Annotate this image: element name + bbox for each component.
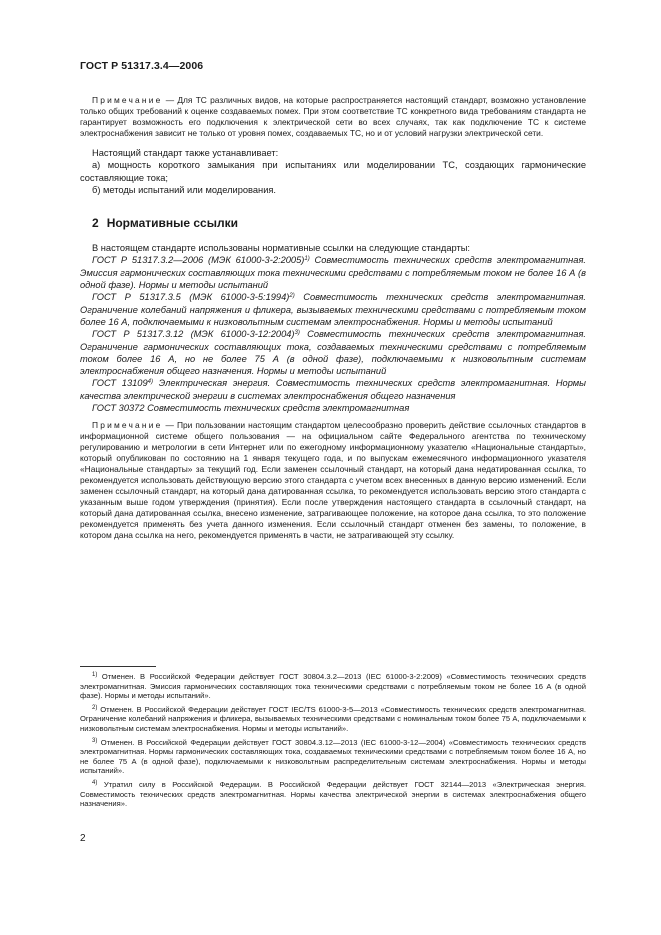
reference-item (80, 291, 586, 328)
reference-title: Совместимость технических средств электромагнитная (144, 403, 410, 414)
footnote (80, 705, 586, 734)
reference-code: ГОСТ Р 51317.3.12 (МЭК 61000-3-12:2004) (92, 329, 295, 340)
reference-title: Совместимость технических средств электромагнитная. Ограничение колебаний напряжения и фликера, вызываемых техническими средствами с потребляемым током более 16 А, подключаемыми к низковольтным системам электроснабжения. Нормы и методы испытаний (80, 292, 586, 327)
note-label: Примечание (92, 95, 163, 105)
reference-item (80, 377, 586, 402)
footnote-mark: 2) (92, 704, 98, 711)
reference-title: Совместимость технических средств электромагнитная. Эмиссия гармонических составляющих тока техническими средствами с потребляемым током не более 16 А (в одной фазе). Нормы и методы испытаний (80, 255, 586, 291)
footnote-text: Утратил силу в Российской Федерации. В Российской Федерации действует ГОСТ 32144—2013 «Электрическая энергия. Совместимость технических средств электромагнитная. Нормы качества электрической энергии в системах электроснабжения общего назначения». (80, 779, 586, 809)
footnote-mark: 1) (92, 672, 98, 678)
section-lead: В настоящем стандарте использованы нормативные ссылки на следующие стандарты: (92, 243, 471, 254)
note-paragraph (80, 420, 586, 541)
intro-item-a: а) мощность короткого замыкания при испытаниях или моделировании ТС, создающих гармонические составляющие тока; (80, 160, 586, 183)
section-title: Нормативные ссылки (106, 216, 238, 231)
reference-code: ГОСТ Р 51317.3.2—2006 (МЭК 61000-3-2:2005) (92, 255, 305, 266)
main-content (80, 95, 586, 541)
footnote-text: Отменен. В Российской Федерации действует ГОСТ 30804.3.2—2013 (IEC 61000-3-2:2009) «Совместимость технических средств электромагнитная. Эмиссия гармонических составляющих тока техническими средствами с потребляемым током не более 16 А (в одной фазе). Нормы и методы испытаний». (80, 672, 586, 701)
reference-item (80, 402, 586, 414)
reference-title: Электрическая энергия. Совместимость технических средств электромагнитная. Нормы качества электрической энергии в системах электроснабжения общего назначения (80, 378, 586, 401)
reference-code: ГОСТ Р 51317.3.5 (МЭК 61000-3-5:1994) (92, 292, 290, 303)
note-paragraph (80, 95, 586, 139)
footnote-ref: 1) (304, 256, 310, 263)
footnote (80, 672, 586, 701)
intro-paragraph: Настоящий стандарт также устанавливает: (92, 148, 279, 158)
reference-code: ГОСТ 30372 (92, 403, 145, 414)
section-heading (92, 216, 586, 230)
footnote-text: Отменен. В Российской Федерации действует ГОСТ IEC/TS 61000-3-5—2013 «Совместимость технических средств электромагнитная. Ограничение колебаний напряжения и фликера, вызываемых техническими средствами с номинальным током более 75 А, подключаемыми к низковольтным системам электроснабжения. Нормы и методы испытаний». (80, 704, 586, 733)
footnote-ref: 2) (289, 293, 295, 300)
footnote (80, 780, 586, 809)
document-header: ГОСТ Р 51317.3.4—2006 (80, 60, 204, 72)
intro-item-b: б) методы испытаний или моделирования. (92, 184, 276, 195)
section-number: 2 (92, 216, 99, 231)
footnote-mark: 4) (92, 779, 98, 786)
footnote-mark: 3) (92, 737, 98, 744)
footnotes (80, 672, 586, 813)
note-text: — При пользовании настоящим стандартом целесообразно проверить действие ссылочных стандартов в информационной системе общего пользования — на официальном сайте Федерального агентства по техническому регулированию и метрологии в сети Интернет или по ежегодному информационному указателю «Национальные стандарты», который опубликован по состоянию на 1 января текущего года, и по выпускам ежемесячного информационного указателя «Национальные стандарты» за текущий год. Если заменен ссылочный стандарт, на который дана недатированная ссылка, то рекомендуется использовать действующую версию этого стандарта с учетом всех внесенных в данную версию изменений. Если заменен ссылочный стандарт, на который дана датированная ссылка, то рекомендуется использовать версию этого стандарта с указанным выше годом утверждения (принятия). Если после утверждения настоящего стандарта в ссылочный стандарт, на который дана датированная ссылка, внесено изменение, затрагивающее положение, на которое дана ссылка, то это положение рекомендуется применять без учета данного изменения. Если ссылочный стандарт отменен без замены, то положение, в котором дана ссылка на него, рекомендуется применять в части, не затрагивающей эту ссылку. (80, 420, 586, 541)
footnote (80, 738, 586, 776)
reference-title: Совместимость технических средств электромагнитная. Ограничение гармонических составляющих тока, создаваемых техническими средствами с потребляемым током более 16 А, но не более 75 А (в одной фазе), подключаемыми к низковольтным системам электроснабжения общего назначения. Нормы и методы испытаний (80, 329, 586, 377)
footnote-ref: 4) (147, 379, 153, 386)
note-label: Примечание (92, 420, 163, 431)
reference-item (80, 254, 586, 291)
footnote-text: Отменен. В Российской Федерации действует ГОСТ 30804.3.12—2013 (IEC 61000-3-12—2004) «Совместимость технических средств электромагнитная. Нормы гармонических составляющих тока, создаваемых техническими средствами с потребляемым током более 16 А, но не более 75 А (в одной фазе), подключаемыми к низковольтным распределительным системам электроснабжения. Нормы и методы испытаний». (80, 737, 586, 776)
footnote-ref: 3) (294, 330, 300, 337)
reference-code: ГОСТ 13109 (92, 378, 148, 389)
note-text: — Для ТС различных видов, на которые распространяется настоящий стандарт, возможно установление только общих требований к оценке создаваемых помех. При этом соответствие ТС конкретного вида требованиям стандарта не гарантирует возможность его подключения к электрической сети во всех случаях, так как подключение ТС к системе электроснабжения зависит не только от уровня помех, создаваемых ТС, но и от условий нагрузки электрической сети. (80, 95, 586, 138)
reference-item (80, 328, 586, 377)
page-number: 2 (80, 833, 86, 844)
footnote-divider (80, 666, 156, 667)
